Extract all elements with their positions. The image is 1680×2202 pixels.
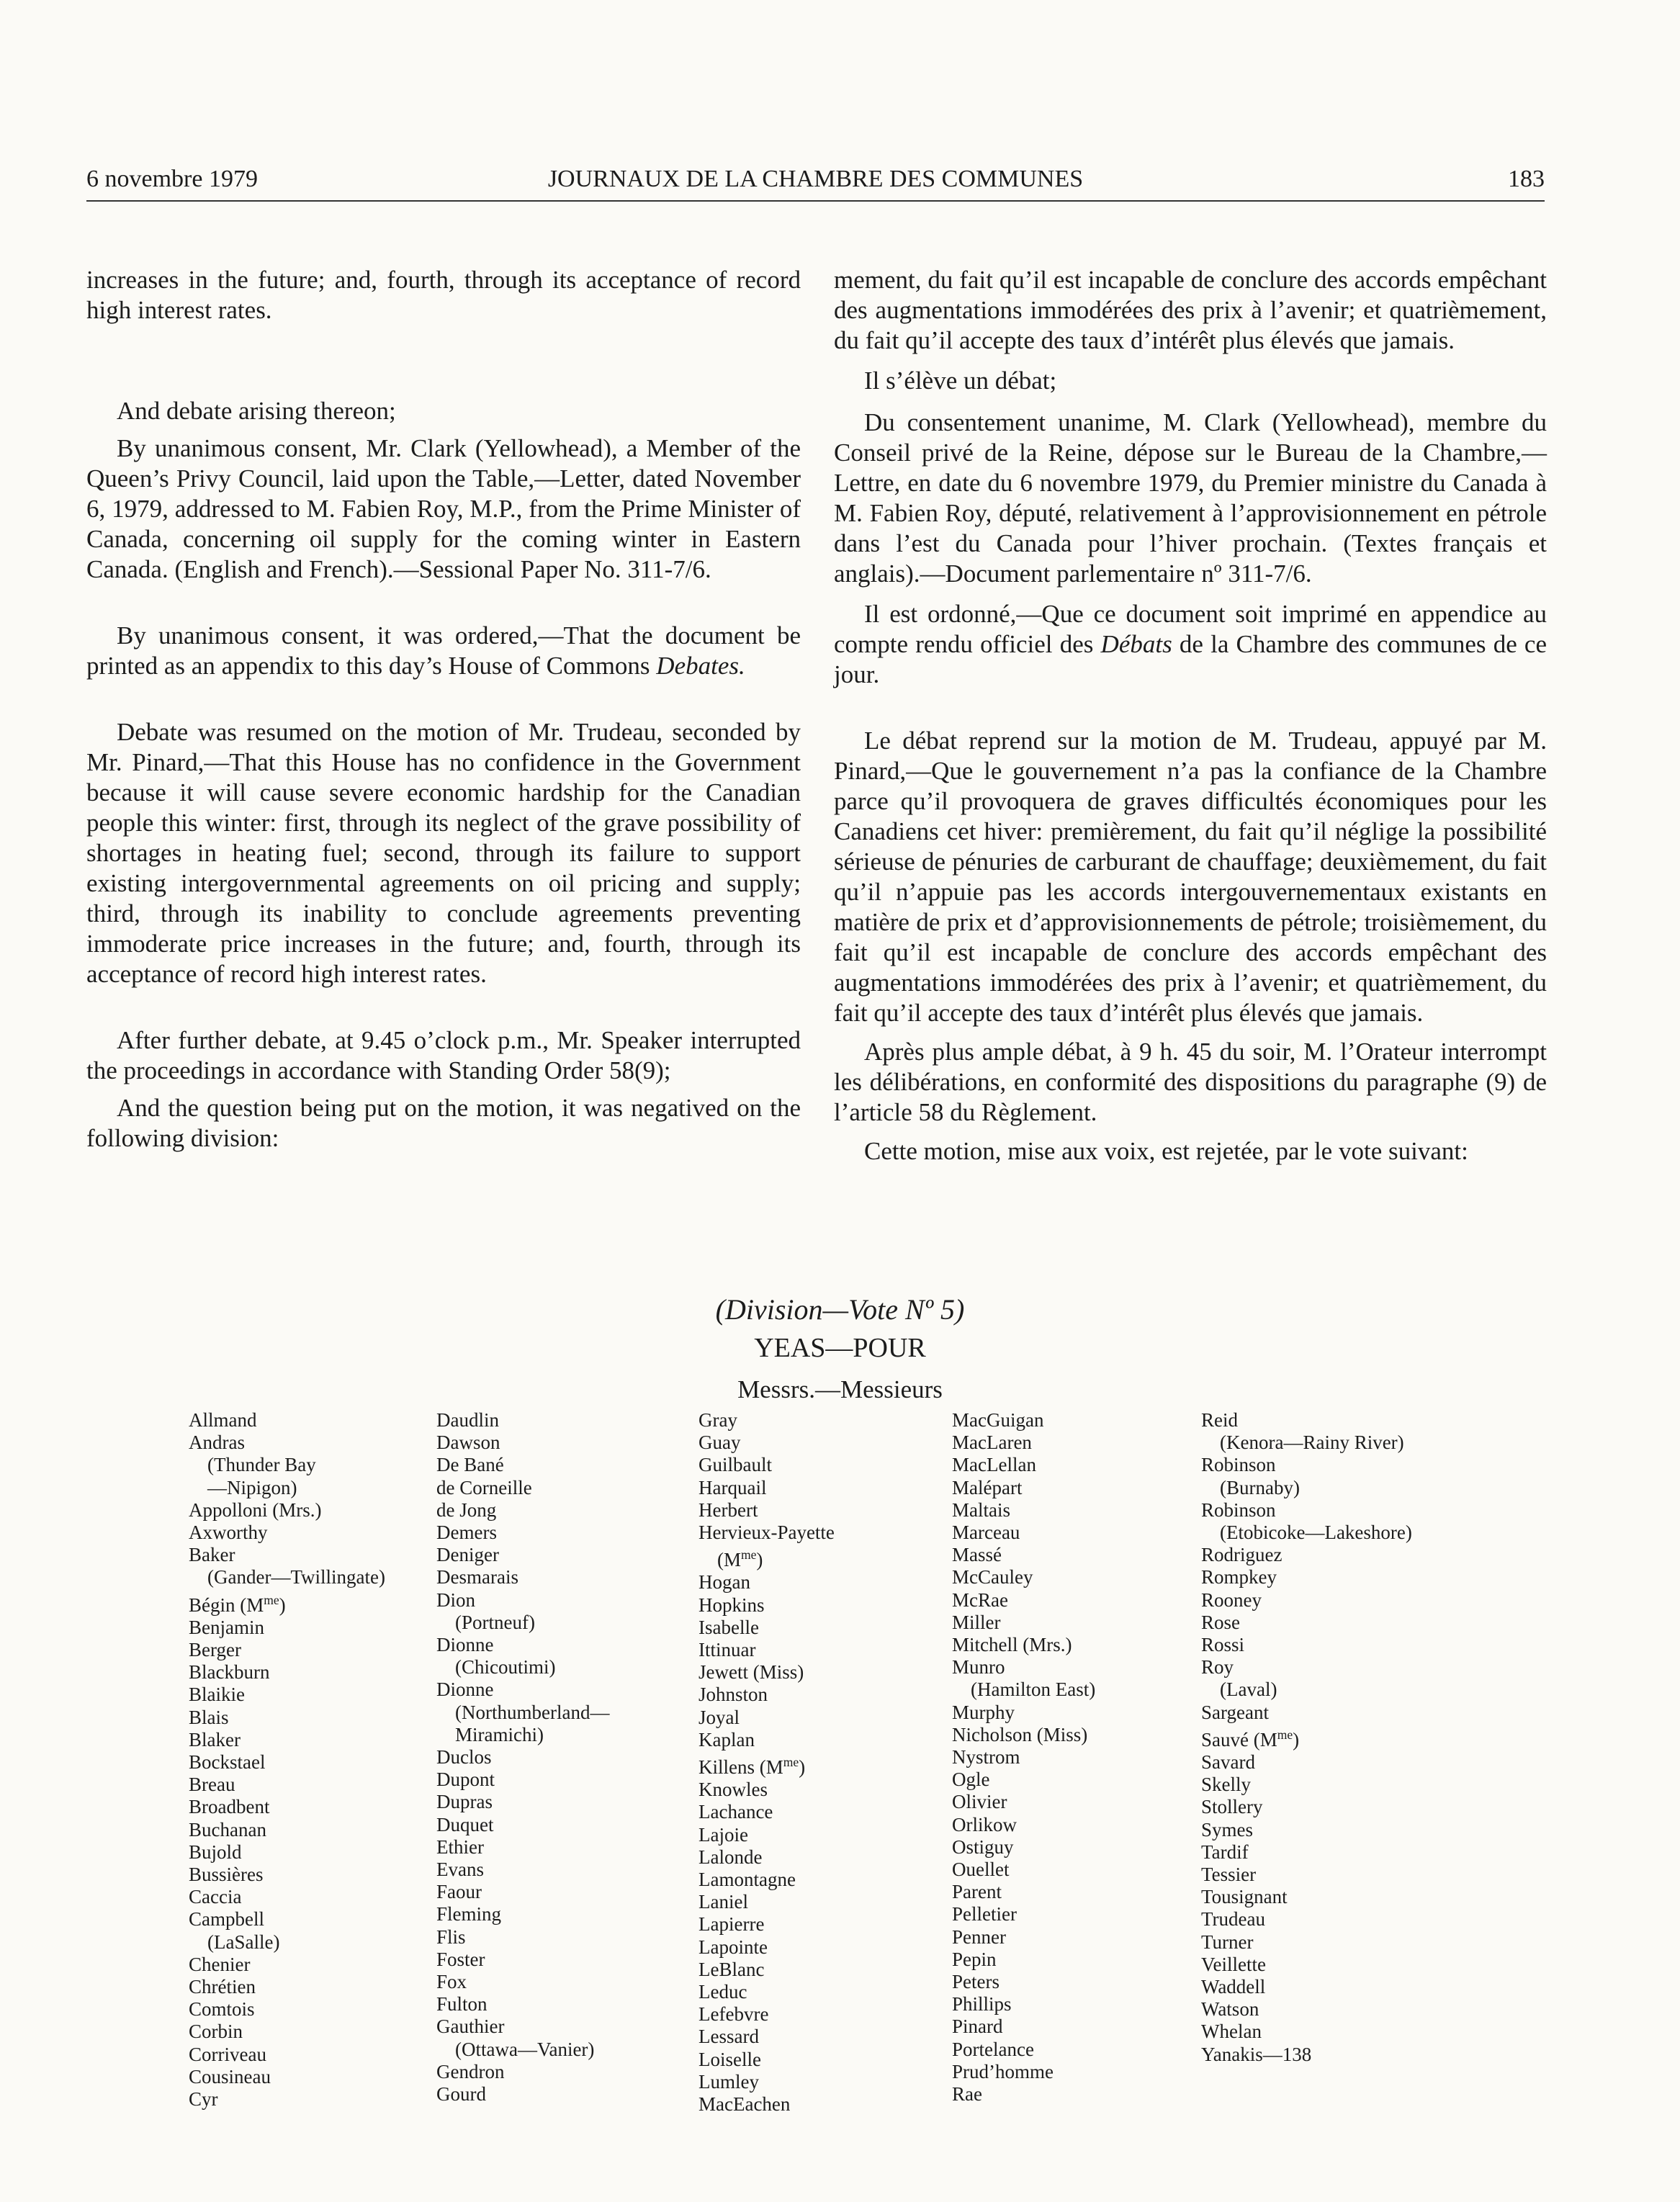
member-name: Killens $(M^{me})$ — [698, 1755, 806, 1779]
member-name: Mitchell (Mrs.) — [952, 1634, 1072, 1656]
member-name: Blaker — [189, 1728, 241, 1751]
member-name: Malépart — [952, 1476, 1023, 1498]
member-name: Caccia — [189, 1886, 242, 1908]
member-name: Rae — [952, 2083, 982, 2106]
fr-p4-text: Il est ordonné,—Que ce document soit imprimé en appendice au compte rendu officiel des — [834, 600, 1547, 658]
member-name: Faour — [436, 1881, 482, 1903]
member-name: Evans — [436, 1859, 484, 1881]
member-name: Bussières — [189, 1864, 264, 1886]
member-name: De Bané — [436, 1454, 504, 1476]
member-name: Guay — [698, 1432, 741, 1454]
member-name: Gray — [698, 1409, 737, 1431]
member-name: Lapointe — [698, 1936, 768, 1958]
member-name: Gourd — [436, 2083, 486, 2106]
member-name: (Thunder Bay — [207, 1454, 316, 1476]
member-name: Breau — [189, 1774, 235, 1796]
member-name: Lessard — [698, 2026, 759, 2048]
member-name: Hogan — [698, 1571, 750, 1594]
member-name: Rodriguez — [1201, 1544, 1283, 1566]
member-name: Fox — [436, 1971, 467, 1993]
member-name: Lalonde — [698, 1846, 763, 1868]
member-name: Prud’homme — [952, 2060, 1054, 2082]
member-name: Savard — [1201, 1751, 1255, 1774]
member-name: Tessier — [1201, 1864, 1257, 1886]
member-name: Reid — [1201, 1409, 1238, 1431]
member-name: Pepin — [952, 1948, 997, 1970]
member-name: Kaplan — [698, 1728, 755, 1751]
member-name: Ethier — [436, 1835, 484, 1858]
member-name: Lajoie — [698, 1823, 748, 1846]
en-p4-debates: Debates. — [656, 652, 745, 680]
member-name: Isabelle — [698, 1616, 759, 1638]
member-name: MacLellan — [952, 1454, 1036, 1476]
member-name: Fulton — [436, 1993, 488, 2015]
messrs-heading: Messrs.—Messieurs — [737, 1375, 943, 1403]
member-name: de Jong — [436, 1498, 497, 1521]
member-name: Guilbault — [698, 1454, 772, 1476]
member-name: Penner — [952, 1925, 1006, 1948]
member-name: Dionne — [436, 1634, 494, 1656]
member-name: Symes — [1201, 1818, 1254, 1841]
member-name: Ittinuar — [698, 1639, 756, 1661]
member-name: Lachance — [698, 1801, 773, 1823]
member-name: (Portneuf) — [455, 1611, 535, 1633]
member-name: Jewett (Miss) — [698, 1661, 804, 1684]
page-number: 183 — [1508, 166, 1545, 192]
member-name: Yanakis—138 — [1201, 2043, 1312, 2065]
member-name: Olivier — [952, 1791, 1007, 1813]
member-name: Sauvé $(M^{me})$ — [1201, 1727, 1300, 1751]
member-name: Maltais — [952, 1498, 1010, 1521]
member-name: Dupont — [436, 1769, 495, 1791]
member-name: (Chicoutimi) — [455, 1656, 556, 1679]
member-name: Veillette — [1201, 1953, 1266, 1975]
en-paragraph-2: And debate arising thereon; — [117, 397, 396, 425]
member-name: Blaikie — [189, 1684, 245, 1706]
member-name: Peters — [952, 1971, 1000, 1993]
member-name: Joyal — [698, 1706, 740, 1728]
member-name: Miramichi) — [455, 1723, 544, 1745]
member-name: (Northumberland— — [455, 1701, 610, 1723]
member-name: Appolloni (Mrs.) — [189, 1498, 322, 1521]
member-name: Lefebvre — [698, 2003, 769, 2026]
member-name: Lapierre — [698, 1913, 765, 1936]
names-column-4 — [952, 1409, 1095, 2106]
member-name: Pelletier — [952, 1903, 1017, 1925]
member-name: Leduc — [698, 1981, 747, 2003]
member-name: Flis — [436, 1925, 466, 1948]
member-name: Tousignant — [1201, 1886, 1288, 1908]
member-name: Lamontagne — [698, 1869, 796, 1891]
names-column-3 — [698, 1409, 835, 2116]
member-name: Watson — [1201, 1998, 1259, 2021]
member-name: Buchanan — [189, 1818, 266, 1841]
header-date: 6 novembre 1979 — [86, 166, 258, 192]
member-name: $(M^{me})$ — [717, 1547, 763, 1571]
member-name: Ogle — [952, 1769, 990, 1791]
member-name: Chrétien — [189, 1976, 256, 1998]
member-name: Dupras — [436, 1791, 493, 1813]
names-column-5 — [1201, 1409, 1412, 2066]
en-paragraph-7: And the question being put on the motion, it was negatived on the following division: — [86, 1094, 801, 1152]
member-name: Sargeant — [1201, 1701, 1269, 1723]
member-name: MacLaren — [952, 1432, 1032, 1454]
member-name: Dionne — [436, 1679, 494, 1701]
page-header — [86, 164, 1545, 202]
member-name: LeBlanc — [698, 1958, 765, 1980]
member-name: Broadbent — [189, 1796, 270, 1818]
member-name: Duclos — [436, 1746, 492, 1769]
member-name: Rose — [1201, 1611, 1240, 1633]
en-p4-text: By unanimous consent, it was ordered,—That the document be printed as an appendix to this day’s House of Commons — [86, 621, 801, 680]
member-name: Corbin — [189, 2021, 243, 2043]
member-name: Chenier — [189, 1953, 251, 1975]
member-name: Skelly — [1201, 1774, 1252, 1796]
member-name: Lumley — [698, 2070, 759, 2093]
fr-paragraph-4 — [834, 599, 1547, 690]
member-name: Johnston — [698, 1684, 768, 1706]
member-name: Ouellet — [952, 1859, 1010, 1881]
member-name: Loiselle — [698, 2048, 761, 2070]
member-name: Nicholson (Miss) — [952, 1723, 1088, 1745]
member-name: Rompkey — [1201, 1566, 1277, 1588]
member-name: Portelance — [952, 2038, 1034, 2060]
member-name: Bujold — [189, 1841, 242, 1863]
member-name: Phillips — [952, 1993, 1012, 2015]
member-name: (LaSalle) — [207, 1931, 280, 1953]
member-name: Trudeau — [1201, 1908, 1266, 1931]
member-name: (Hamilton East) — [971, 1679, 1096, 1701]
member-name: Berger — [189, 1639, 241, 1661]
member-name: Rooney — [1201, 1588, 1262, 1611]
member-name: Cyr — [189, 2088, 218, 2111]
member-name: Hopkins — [698, 1594, 765, 1616]
member-name: Herbert — [698, 1498, 758, 1521]
member-name: Campbell — [189, 1908, 264, 1931]
member-name: Comtois — [189, 1998, 255, 2021]
fr-paragraph-5: Le débat reprend sur la motion de M. Trudeau, appuyé par M. Pinard,—Que le gouvernement n’a pas la confiance de la Chambre parce qu’il provoquera de graves difficultés économiques pour les Canadiens cet hiver: premièrement, du fait qu’il néglige la possibilité sérieuse de pénuries de carburant de chauffage; deuxièmement, du fait qu’il n’appuie pas les accords intergouvernementaux existants en matière de prix et d’approvisionnements de pétrole; troisièmement, du fait qu’il est incapable de conclure des accords empêchant des augmentations immodérées des prix à l’avenir; et quatrièmement, du fait qu’il accepte des taux d’intérêt plus élevés que jamais. — [834, 727, 1547, 1027]
member-name: Ostiguy — [952, 1835, 1014, 1858]
member-name: (Kenora—Rainy River) — [1220, 1432, 1404, 1454]
names-column-1 — [189, 1409, 385, 2111]
member-name: Dion — [436, 1588, 475, 1611]
member-name: Blackburn — [189, 1661, 270, 1684]
division-title: (Division—Vote Nº 5) — [715, 1293, 965, 1326]
names-column-2 — [436, 1409, 609, 2106]
member-name: Daudlin — [436, 1409, 499, 1431]
member-name: Andras — [189, 1432, 245, 1454]
member-name: Pinard — [952, 2015, 1003, 2038]
member-name: MacGuigan — [952, 1409, 1044, 1431]
member-name: (Gander—Twillingate) — [207, 1566, 386, 1588]
member-name: Laniel — [698, 1891, 748, 1913]
en-paragraph-6: After further debate, at 9.45 o’clock p.m., Mr. Speaker interrupted the proceedings in accordance with Standing Order 58(9); — [86, 1026, 801, 1084]
member-name: Robinson — [1201, 1454, 1276, 1476]
member-name: (Burnaby) — [1220, 1476, 1300, 1498]
fr-paragraph-7: Cette motion, mise aux voix, est rejetée, par le vote suivant: — [864, 1137, 1468, 1165]
fr-paragraph-3: Du consentement unanime, M. Clark (Yellowhead), membre du Conseil privé de la Reine, dépose sur le Bureau de la Chambre,—Lettre, en date du 6 novembre 1979, du Premier ministre du Canada à M. Fabien Roy, député, relativement à l’approvisionnement en pétrole dans l’est du Canada pour l’hiver prochain. (Textes français et anglais).—Document parlementaire nº 311-7/6. — [834, 408, 1547, 588]
member-name: Hervieux-Payette — [698, 1522, 835, 1544]
member-name: Harquail — [698, 1476, 767, 1498]
member-name: Demers — [436, 1522, 497, 1544]
member-name: Robinson — [1201, 1498, 1276, 1521]
member-name: Knowles — [698, 1779, 768, 1801]
member-name: Foster — [436, 1948, 485, 1970]
member-name: Fleming — [436, 1903, 502, 1925]
member-name: Desmarais — [436, 1566, 518, 1588]
member-name: Allmand — [189, 1409, 257, 1431]
member-name: Gendron — [436, 2060, 505, 2082]
member-name: —Nipigon) — [207, 1476, 297, 1498]
member-name: McRae — [952, 1588, 1008, 1611]
member-name: Axworthy — [189, 1522, 268, 1544]
member-name: Rossi — [1201, 1634, 1245, 1656]
member-name: Tardif — [1201, 1841, 1249, 1863]
member-name: Nystrom — [952, 1746, 1020, 1769]
en-paragraph-5: Debate was resumed on the motion of Mr. Trudeau, seconded by Mr. Pinard,—That this House has no confidence in the Government because it will cause severe economic hardship for the Canadian people this winter: first, through its neglect of the grave possibility of shortages in heating fuel; second, through its failure to support existing intergovernmental agreements on oil pricing and supply; third, through its inability to conclude agreements preventing immoderate price increases in the future; and, fourth, through its acceptance of record high interest rates. — [86, 718, 801, 988]
member-name: Turner — [1201, 1931, 1254, 1953]
member-name: (Ottawa—Vanier) — [455, 2038, 595, 2060]
fr-p4-debats: Débats — [1100, 630, 1172, 658]
member-name: Whelan — [1201, 2021, 1262, 2043]
member-name: de Corneille — [436, 1476, 532, 1498]
french-column — [834, 265, 1547, 1167]
member-name: (Etobicoke—Lakeshore) — [1220, 1522, 1412, 1544]
member-name: McCauley — [952, 1566, 1033, 1588]
member-name: Baker — [189, 1544, 235, 1566]
member-name: Dawson — [436, 1432, 500, 1454]
member-name: Murphy — [952, 1701, 1015, 1723]
header-title: JOURNAUX DE LA CHAMBRE DES COMMUNES — [547, 166, 1084, 192]
member-name: Benjamin — [189, 1616, 264, 1638]
fr-paragraph-2: Il s’élève un débat; — [864, 367, 1057, 395]
member-name: Blais — [189, 1706, 229, 1728]
member-name: Parent — [952, 1881, 1002, 1903]
member-name: MacEachen — [698, 2093, 791, 2116]
fr-paragraph-6: Après plus ample débat, à 9 h. 45 du soir, M. l’Orateur interrompt les délibérations, en conformité des dispositions du paragraphe (9) de l’article 58 du Règlement. — [834, 1038, 1547, 1126]
member-name: Waddell — [1201, 1976, 1266, 1998]
english-column — [86, 265, 801, 1154]
member-name: Munro — [952, 1656, 1005, 1679]
member-name: Bégin $(M^{me})$ — [189, 1592, 286, 1616]
en-paragraph-1: increases in the future; and, fourth, through its acceptance of record high interest rates. — [86, 266, 801, 324]
en-paragraph-4 — [86, 621, 801, 681]
member-name: Gauthier — [436, 2015, 505, 2038]
member-name: Massé — [952, 1544, 1002, 1566]
member-name: Marceau — [952, 1522, 1020, 1544]
member-name: Orlikow — [952, 1813, 1017, 1835]
member-name: Bockstael — [189, 1751, 266, 1774]
member-name: Duquet — [436, 1813, 494, 1835]
member-name: Cousineau — [189, 2065, 271, 2088]
member-name: Miller — [952, 1611, 1001, 1633]
member-name: Stollery — [1201, 1796, 1263, 1818]
fr-p4-end: de la Chambre des communes de ce jour. — [834, 630, 1547, 688]
fr-paragraph-1: mement, du fait qu’il est incapable de conclure des accords empêchant des augmentations immodérées des prix à l’avenir; et quatrièmement, du fait qu’il accepte des taux d’intérêt plus élevés que jamais. — [834, 266, 1547, 354]
member-name: (Laval) — [1220, 1679, 1277, 1701]
member-name: Corriveau — [189, 2043, 266, 2065]
member-name: Roy — [1201, 1656, 1234, 1679]
member-name: Deniger — [436, 1544, 499, 1566]
en-paragraph-3: By unanimous consent, Mr. Clark (Yellowhead), a Member of the Queen’s Privy Council, laid upon the Table,—Letter, dated November 6, 1979, addressed to M. Fabien Roy, M.P., from the Prime Minister of Canada, concerning oil supply for the coming winter in Eastern Canada. (English and French).—Sessional Paper No. 311-7/6. — [86, 434, 801, 583]
yeas-heading: YEAS—POUR — [754, 1333, 926, 1363]
